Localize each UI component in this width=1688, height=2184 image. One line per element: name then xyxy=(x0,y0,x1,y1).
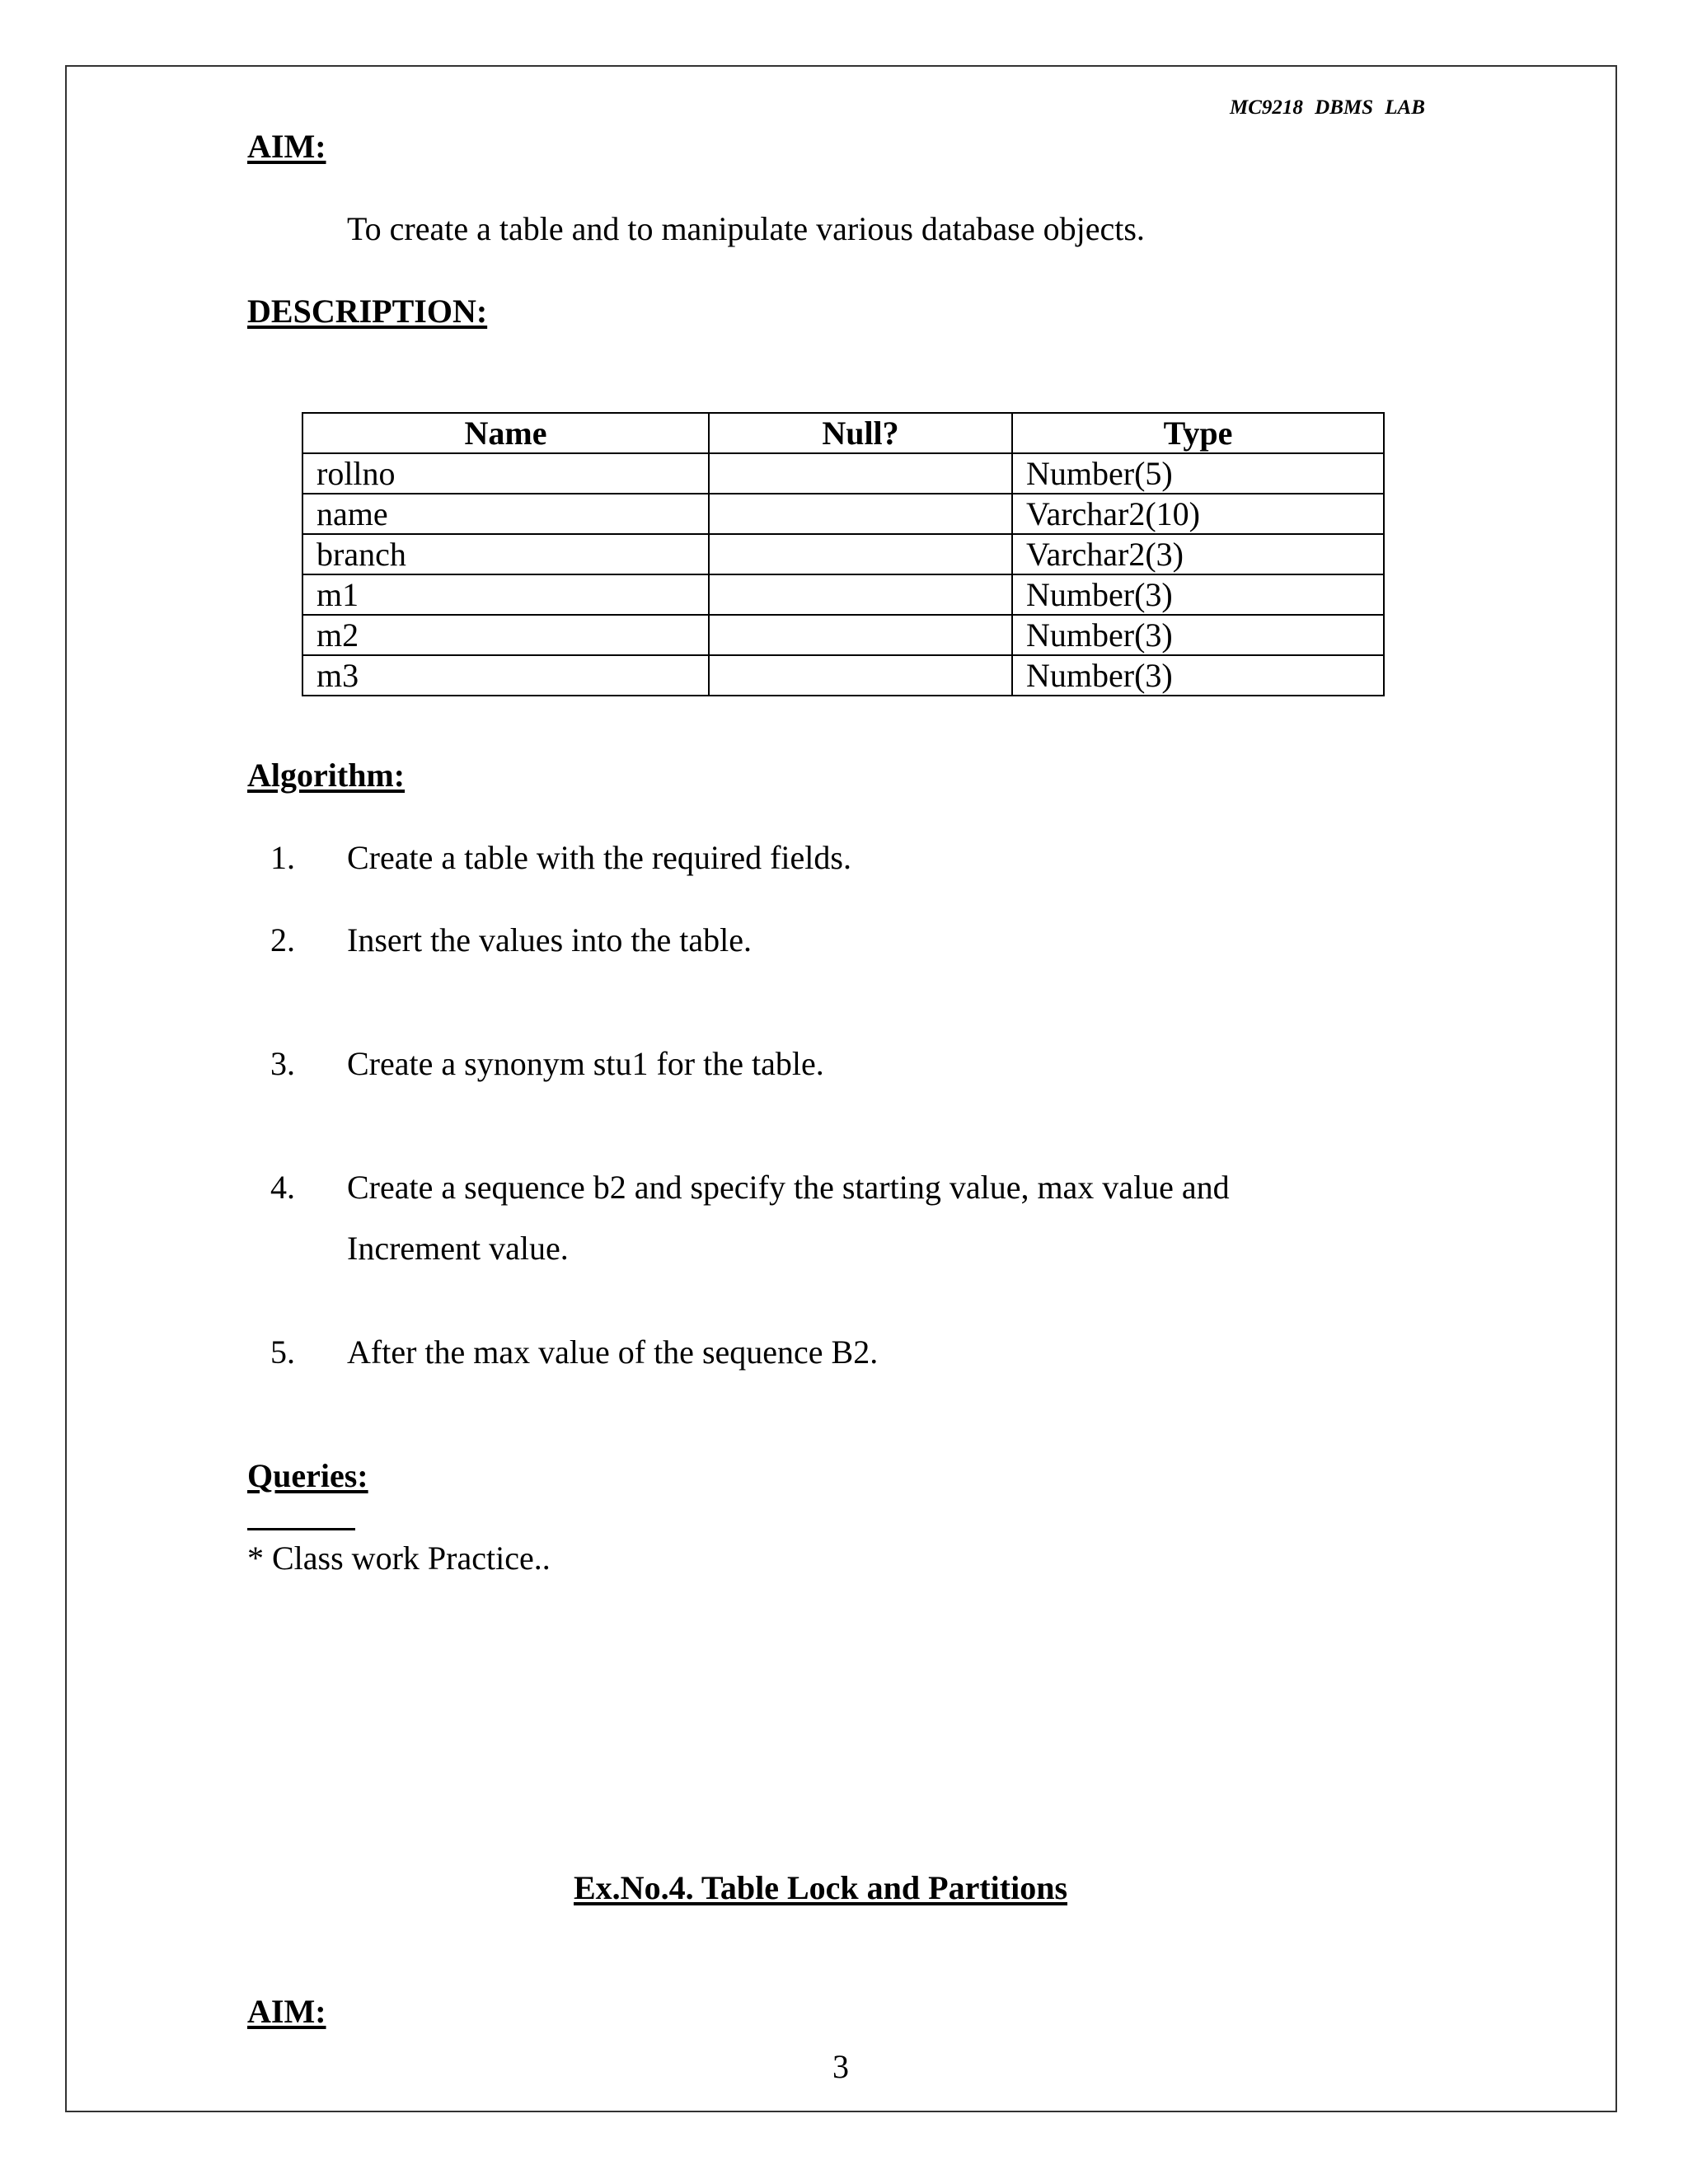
description-heading: DESCRIPTION: xyxy=(247,293,488,330)
step-text: Create a table with the required fields. xyxy=(347,839,851,876)
cell-null xyxy=(709,574,1012,615)
cell-type: Varchar2(3) xyxy=(1012,534,1384,574)
table-row xyxy=(302,453,1384,494)
column-header-null: Null? xyxy=(709,413,1012,453)
cell-null xyxy=(709,494,1012,534)
next-exercise-title: Ex.No.4. Table Lock and Partitions xyxy=(574,1869,1068,1906)
schema-table xyxy=(302,412,1385,696)
cell-type: Varchar2(10) xyxy=(1012,494,1384,534)
cell-type: Number(5) xyxy=(1012,453,1384,494)
table-row xyxy=(302,534,1384,574)
table-row xyxy=(302,615,1384,655)
step-text: Insert the values into the table. xyxy=(347,921,752,958)
page-border xyxy=(65,65,1617,2112)
aim-text: To create a table and to manipulate various database objects. xyxy=(347,210,1145,247)
step-text: After the max value of the sequence B2. xyxy=(347,1333,879,1371)
step-number: 5. xyxy=(270,1333,295,1371)
table-row xyxy=(302,574,1384,615)
table-header-row xyxy=(302,413,1384,453)
step-number: 4. xyxy=(270,1169,295,1206)
next-aim-heading: AIM: xyxy=(247,1993,326,2030)
step-number: 1. xyxy=(270,839,295,876)
cell-null xyxy=(709,655,1012,696)
cell-type: Number(3) xyxy=(1012,574,1384,615)
cell-name: rollno xyxy=(302,453,709,494)
cell-null xyxy=(709,534,1012,574)
course-code-header: MC9218 DBMS LAB xyxy=(1230,96,1425,119)
step-text: Create a synonym stu1 for the table. xyxy=(347,1045,824,1082)
step-text: Create a sequence b2 and specify the starting value, max value and xyxy=(347,1169,1230,1206)
table-row xyxy=(302,494,1384,534)
cell-null xyxy=(709,453,1012,494)
queries-note: * Class work Practice.. xyxy=(247,1540,551,1577)
column-header-name: Name xyxy=(302,413,709,453)
cell-type: Number(3) xyxy=(1012,615,1384,655)
column-header-type: Type xyxy=(1012,413,1384,453)
queries-rule xyxy=(247,1528,355,1530)
cell-name: branch xyxy=(302,534,709,574)
queries-heading: Queries: xyxy=(247,1457,368,1494)
cell-name: m2 xyxy=(302,615,709,655)
table-row xyxy=(302,655,1384,696)
cell-name: name xyxy=(302,494,709,534)
cell-null xyxy=(709,615,1012,655)
aim-heading: AIM: xyxy=(247,128,326,165)
algorithm-heading: Algorithm: xyxy=(247,757,406,794)
step-text-continuation: Increment value. xyxy=(347,1230,569,1267)
cell-name: m1 xyxy=(302,574,709,615)
cell-type: Number(3) xyxy=(1012,655,1384,696)
step-number: 3. xyxy=(270,1045,295,1082)
cell-name: m3 xyxy=(302,655,709,696)
step-number: 2. xyxy=(270,921,295,958)
page-number: 3 xyxy=(832,2048,849,2085)
